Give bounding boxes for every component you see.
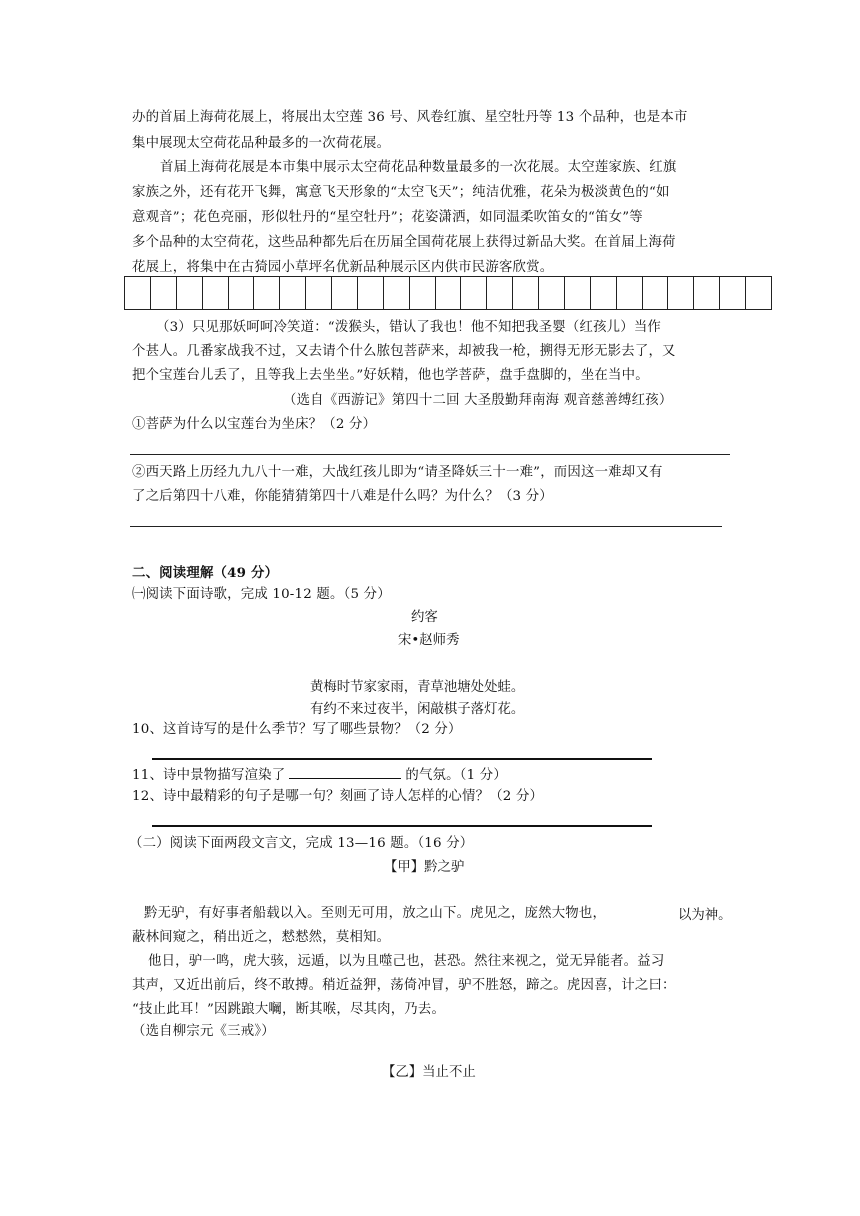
q3-line: （3）只见那妖呵呵冷笑道：“泼猴头，错认了我也！他不知把我圣婴（红孩儿）当作: [156, 320, 662, 335]
q3-line: 把个宝莲台儿丢了，且等我上去坐坐。”好妖精，他也学菩萨，盘手盘脚的，坐在当中。: [132, 368, 649, 383]
grid-cell[interactable]: [539, 277, 565, 309]
grid-cell[interactable]: [306, 277, 332, 309]
passage-line: 多个品种的太空荷花，这些品种都先后在历届全国荷花展上获得过新品大奖。在首届上海荷: [132, 235, 676, 250]
grid-cell[interactable]: [332, 277, 358, 309]
grid-cell[interactable]: [461, 277, 487, 309]
q3-source: （选自《西游记》第四十二回 大圣殷勤拜南海 观音慈善缚红孩）: [283, 393, 673, 408]
text-a-line: 以为神。: [678, 908, 732, 923]
answer-line[interactable]: [152, 758, 652, 760]
grid-cell[interactable]: [358, 277, 384, 309]
grid-cell[interactable]: [384, 277, 410, 309]
poem-title: 约客: [411, 610, 438, 625]
grid-cell[interactable]: [720, 277, 746, 309]
grid-cell[interactable]: [177, 277, 203, 309]
classical-intro: （二）阅读下面两段文言文，完成 13—16 题。（16 分）: [129, 836, 474, 851]
grid-cell[interactable]: [643, 277, 669, 309]
q10: 10、这首诗写的是什么季节？写了哪些景物？（2 分）: [132, 722, 462, 737]
answer-line[interactable]: [152, 825, 652, 827]
answer-line[interactable]: [130, 454, 730, 455]
poem-intro: ㈠阅读下面诗歌，完成 10-12 题。（5 分）: [132, 587, 391, 602]
text-a-line: 其声，又近出前后，终不敢搏。稍近益狎，荡倚冲冒，驴不胜怒，蹄之。虎因喜，计之曰：: [132, 978, 676, 993]
passage-line: 首届上海荷花展是本市集中展示太空荷花品种数量最多的一次花展。太空莲家族、红旗: [160, 160, 677, 175]
text-a-line: “技止此耳！”因跳踉大㘎，断其喉，尽其肉，乃去。: [132, 1002, 446, 1017]
text-a-line: 黔无驴，有好事者船载以入。至则无可用，放之山下。虎见之，庞然大物也，: [144, 906, 607, 921]
grid-cell[interactable]: [668, 277, 694, 309]
q11-suffix: 的气氛。（1 分）: [405, 768, 507, 783]
answer-line[interactable]: [130, 526, 722, 527]
passage-line: 集中展现太空荷花品种最多的一次荷花展。: [132, 136, 391, 151]
q11-blank[interactable]: [289, 764, 401, 779]
text-a-line: 蔽林间窥之，稍出近之，慭慭然，莫相知。: [132, 930, 391, 945]
text-a-source: （选自柳宗元《三戒》）: [132, 1024, 275, 1039]
q3-sub2: ②西天路上历经九九八十一难，大战红孩儿即为“请圣降妖三十一难”，而因这一难却又有: [132, 465, 663, 480]
grid-cell[interactable]: [410, 277, 436, 309]
grid-cell[interactable]: [617, 277, 643, 309]
passage-line: 办的首届上海荷花展上，将展出太空莲 36 号、风卷红旗、星空牡丹等 13 个品种，也是本市: [132, 110, 688, 125]
q11-prefix: 11、诗中景物描写渲染了: [132, 768, 286, 783]
grid-cell[interactable]: [125, 277, 151, 309]
grid-cell[interactable]: [280, 277, 306, 309]
poem-author: 宋•赵师秀: [398, 633, 460, 648]
grid-cell[interactable]: [565, 277, 591, 309]
grid-cell[interactable]: [254, 277, 280, 309]
grid-cell[interactable]: [591, 277, 617, 309]
q12: 12、诗中最精彩的句子是哪一句？刻画了诗人怎样的心情？（2 分）: [132, 789, 544, 804]
grid-cell[interactable]: [694, 277, 720, 309]
text-a-line: 他日，驴一鸣，虎大骇，远遁，以为且噬己也，甚恐。然往来视之，觉无异能者。益习: [148, 954, 665, 969]
grid-cell[interactable]: [487, 277, 513, 309]
poem-line: 有约不来过夜半，闲敲棋子落灯花。: [310, 702, 525, 717]
passage-line: 花展上，将集中在古猗园小草坪名优新品种展示区内供市民游客欣赏。: [132, 260, 554, 275]
title-b: 【乙】当止不止: [382, 1065, 476, 1080]
grid-cell[interactable]: [436, 277, 462, 309]
grid-cell[interactable]: [513, 277, 539, 309]
section-heading: 二、阅读理解（49 分）: [132, 565, 279, 581]
grid-cell[interactable]: [746, 277, 771, 309]
answer-grid[interactable]: [124, 276, 772, 310]
passage-line: 意观音”；花色亮丽，形似牡丹的“星空牡丹”；花姿潇洒，如同温柔吹笛女的“笛女”等: [132, 210, 643, 225]
passage-line: 家族之外，还有花开飞舞，寓意飞天形象的“太空飞天”；纯洁优雅，花朵为极淡黄色的“如: [132, 185, 670, 200]
q3-line: 个甚人。几番家战我不过，又去请个什么脓包菩萨来，却被我一枪，搠得无形无影去了，又: [132, 344, 676, 359]
grid-cell[interactable]: [151, 277, 177, 309]
title-a: 【甲】黔之驴: [384, 860, 465, 875]
grid-cell[interactable]: [203, 277, 229, 309]
q3-sub1: ①菩萨为什么以宝莲台为坐床？（2 分）: [132, 417, 377, 432]
grid-cell[interactable]: [229, 277, 255, 309]
q3-sub2: 了之后第四十八难，你能猜猜第四十八难是什么吗？为什么？（3 分）: [132, 489, 553, 504]
poem-line: 黄梅时节家家雨，青草池塘处处蛙。: [310, 680, 525, 695]
q11: [132, 764, 507, 786]
